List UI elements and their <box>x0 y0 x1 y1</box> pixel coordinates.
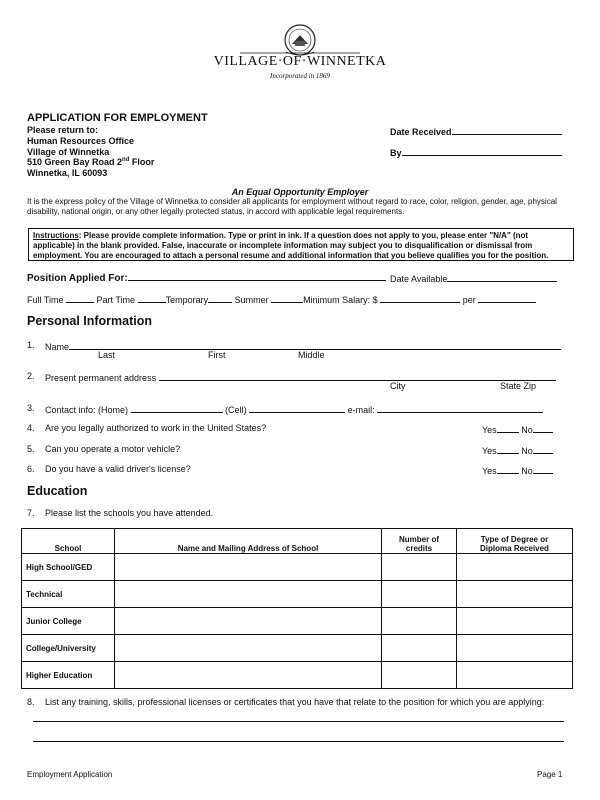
degree-cell[interactable] <box>457 554 573 581</box>
employment-type-row <box>27 293 536 305</box>
address-line-2: Village of Winnetka <box>27 147 110 157</box>
school-type: Junior College <box>22 608 115 635</box>
cell-phone-blank[interactable] <box>249 403 345 413</box>
q8-text: List any training, skills, professional licenses or certificates that you have that relate to the position for which you are applying: <box>45 697 545 707</box>
school-type: Higher Education <box>22 662 115 689</box>
name-middle-label: Middle <box>298 350 325 360</box>
instructions-line-3: employment. You are encouraged to attach a personal resume and additional information that you believe qualifies you for the position. <box>33 251 549 260</box>
position-applied-field[interactable]: Position Applied For: <box>27 271 386 284</box>
q4-yes-no[interactable]: Yes No <box>482 423 553 435</box>
q6-yes-no[interactable]: Yes No <box>482 464 553 476</box>
home-phone-blank[interactable] <box>131 403 223 413</box>
footer-doc-name: Employment Application <box>27 770 113 779</box>
village-name: VILLAGE·OF·WINNETKA <box>213 54 387 69</box>
contact-info-row <box>45 403 543 415</box>
full-time-blank[interactable] <box>66 293 94 303</box>
city-label: City <box>390 381 406 391</box>
col-school: School <box>22 529 115 554</box>
date-available-field[interactable]: Date Available <box>390 272 557 284</box>
col-degree: Type of Degree or Diploma Received <box>457 529 573 554</box>
table-row <box>22 554 573 581</box>
form-title: APPLICATION FOR EMPLOYMENT <box>27 112 208 124</box>
school-address-cell[interactable] <box>115 662 382 689</box>
summer-label: Summer <box>234 295 269 305</box>
table-row <box>22 662 573 689</box>
part-time-label: Part Time <box>96 295 136 305</box>
min-salary-label: Minimum Salary: <box>303 295 371 305</box>
summer-blank[interactable] <box>271 293 303 303</box>
state-zip-label: State Zip <box>500 381 537 391</box>
address-line-3: 510 Green Bay Road 2nd Floor <box>27 157 155 167</box>
credits-cell[interactable] <box>382 635 457 662</box>
school-address-cell[interactable] <box>115 554 382 581</box>
q5-yes-no[interactable]: Yes No <box>482 444 553 456</box>
name-field[interactable]: Name <box>45 340 561 352</box>
by-field[interactable]: By <box>390 146 562 158</box>
credits-cell[interactable] <box>382 581 457 608</box>
instructions-line-2: applicable) in the blank provided. False, inaccurate or incomplete information may subject you to disqualification or dismissal from <box>33 241 533 250</box>
education-table-header <box>22 529 573 554</box>
school-type: High School/GED <box>22 554 115 581</box>
degree-cell[interactable] <box>457 608 573 635</box>
credits-cell[interactable] <box>382 554 457 581</box>
temporary-label: Temporary <box>165 295 209 305</box>
q3-number: 3. <box>27 403 35 413</box>
date-received-field[interactable]: Date Received <box>390 125 562 137</box>
address-line-1: Human Resources Office <box>27 136 135 146</box>
degree-cell[interactable] <box>457 662 573 689</box>
eeo-title: An Equal Opportunity Employer <box>231 187 369 197</box>
q6-text: Do you have a valid driver's license? <box>45 464 191 474</box>
min-salary-blank[interactable] <box>380 293 460 303</box>
q4-number: 4. <box>27 423 35 433</box>
address-line-4: Winnetka, IL 60093 <box>27 168 108 178</box>
incorporated-line: Incorporated in 1869 <box>270 72 330 80</box>
instructions-box <box>28 228 574 261</box>
degree-cell[interactable] <box>457 635 573 662</box>
credits-cell[interactable] <box>382 662 457 689</box>
email-label: e-mail: <box>347 405 375 415</box>
instructions-line-1: Instructions: Please provide complete information. Type or print in ink. If a question does not apply to you, please enter "N/A" (not <box>33 231 529 240</box>
personal-info-heading: Personal Information <box>27 314 153 328</box>
per-blank[interactable] <box>478 293 536 303</box>
table-row <box>22 608 573 635</box>
name-first-label: First <box>208 350 226 360</box>
eeo-text-2: disability, national origin, or any other legally protected status, in accord with applicable legal requirements. <box>27 207 405 216</box>
q8-answer-line-1[interactable] <box>33 721 564 722</box>
q6-number: 6. <box>27 464 35 474</box>
q5-number: 5. <box>27 444 35 454</box>
q1-number: 1. <box>27 340 35 350</box>
table-row <box>22 581 573 608</box>
part-time-blank[interactable] <box>138 293 166 303</box>
q4-text: Are you legally authorized to work in the United States? <box>45 423 267 433</box>
home-label: Contact info: (Home) <box>45 405 129 415</box>
school-type: Technical <box>22 581 115 608</box>
q7-number: 7. <box>27 508 35 518</box>
name-last-label: Last <box>98 350 116 360</box>
school-address-cell[interactable] <box>115 635 382 662</box>
table-row <box>22 635 573 662</box>
col-credits: Number of credits <box>382 529 457 554</box>
return-label: Please return to: <box>27 125 99 135</box>
school-address-cell[interactable] <box>115 581 382 608</box>
cell-label: (Cell) <box>225 405 247 415</box>
school-type: College/University <box>22 635 115 662</box>
q8-number: 8. <box>27 697 35 707</box>
per-label: per <box>462 295 476 305</box>
col-name-address: Name and Mailing Address of School <box>115 529 382 554</box>
education-heading: Education <box>27 484 88 498</box>
temporary-blank[interactable] <box>208 293 232 303</box>
eeo-text-1: It is the express policy of the Village of Winnetka to consider all applicants for employment without regard to race, color, religion, gender, age, physical <box>27 197 557 206</box>
email-blank[interactable] <box>377 403 543 413</box>
q8-answer-line-2[interactable] <box>33 741 564 742</box>
q2-number: 2. <box>27 371 35 381</box>
full-time-label: Full Time <box>27 295 64 305</box>
degree-cell[interactable] <box>457 581 573 608</box>
credits-cell[interactable] <box>382 608 457 635</box>
dollar-sign: $ <box>372 295 378 305</box>
q5-text: Can you operate a motor vehicle? <box>45 444 181 454</box>
address-field[interactable]: Present permanent address <box>45 371 556 383</box>
footer-page-number: Page 1 <box>537 770 563 779</box>
education-table <box>21 528 573 689</box>
q7-text: Please list the schools you have attended. <box>45 508 214 518</box>
school-address-cell[interactable] <box>115 608 382 635</box>
